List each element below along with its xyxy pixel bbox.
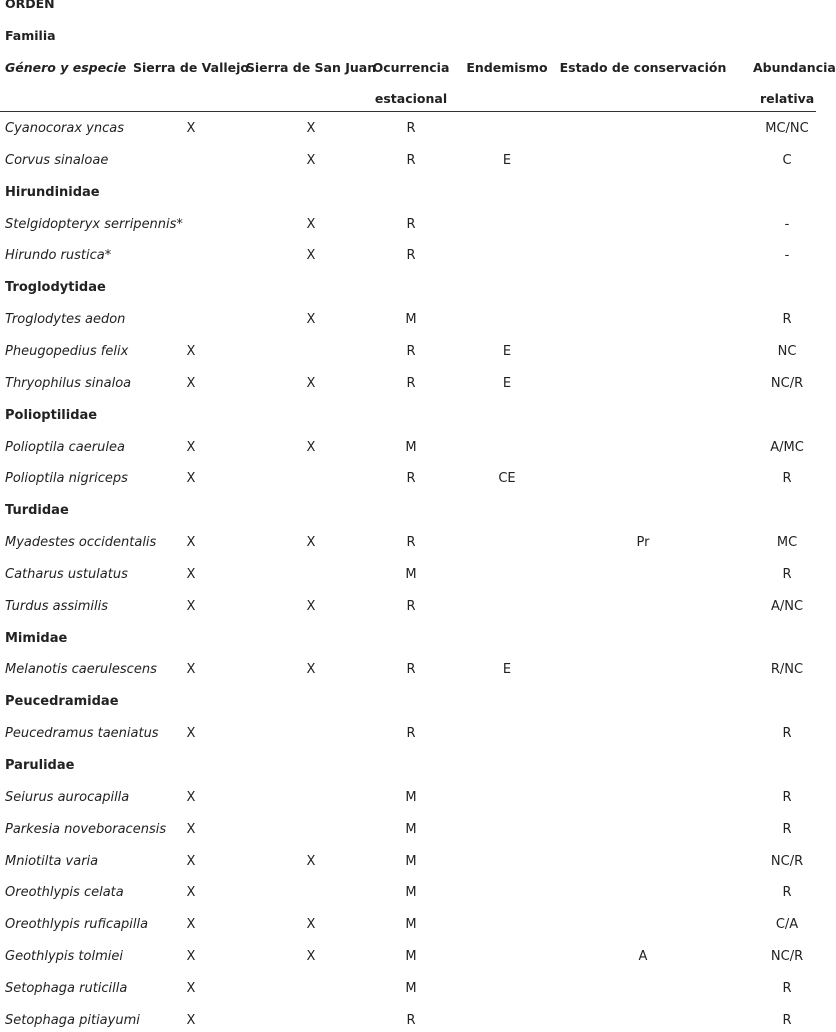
species-name: Myadestes occidentalis (5, 535, 157, 550)
cell-vallejo: X (186, 854, 196, 869)
cell-endemism: E (502, 344, 512, 359)
cell-occurrence: R (406, 344, 416, 359)
cell-abundance: R/NC (770, 662, 804, 677)
family-name: Hirundinidae (5, 185, 100, 200)
species-name: Catharus ustulatus (5, 567, 128, 582)
family-label: Familia (5, 28, 56, 43)
species-name: Hirundo rustica* (5, 248, 112, 263)
cell-sanjuan: X (306, 217, 316, 232)
cell-vallejo: X (186, 1013, 196, 1028)
cell-sanjuan: X (306, 949, 316, 964)
family-name: Polioptilidae (5, 408, 98, 423)
cell-occurrence: M (405, 822, 417, 837)
cell-abundance: R (782, 981, 792, 996)
cell-conservation: Pr (636, 535, 650, 550)
cell-occurrence: R (406, 535, 416, 550)
cell-sanjuan: X (306, 854, 316, 869)
cell-sanjuan: X (306, 599, 316, 614)
cell-abundance: C/A (775, 917, 799, 932)
cell-vallejo: X (186, 599, 196, 614)
col-header-occurrence-line2: estacional (374, 91, 448, 106)
family-name: Mimidae (5, 631, 68, 646)
cell-occurrence: M (405, 567, 417, 582)
cell-occurrence: M (405, 790, 417, 805)
header-rule (0, 111, 816, 112)
species-name: Setophaga ruticilla (5, 981, 128, 996)
family-name: Turdidae (5, 503, 69, 518)
cell-endemism: E (502, 376, 512, 391)
cell-endemism: E (502, 153, 512, 168)
cell-sanjuan: X (306, 535, 316, 550)
species-name: Oreothlypis ruficapilla (5, 917, 149, 932)
cell-endemism: E (502, 662, 512, 677)
cell-abundance: MC/NC (765, 121, 809, 136)
species-name: Troglodytes aedon (5, 312, 126, 327)
cell-abundance: NC/R (770, 376, 804, 391)
cell-occurrence: R (406, 599, 416, 614)
cell-occurrence: R (406, 121, 416, 136)
col-header-vallejo: Sierra de Vallejo (132, 60, 250, 75)
cell-sanjuan: X (306, 121, 316, 136)
cell-abundance: R (782, 726, 792, 741)
cell-abundance: A/NC (770, 599, 804, 614)
species-name: Seiurus aurocapilla (5, 790, 130, 805)
cell-abundance: R (782, 1013, 792, 1028)
cell-occurrence: M (405, 854, 417, 869)
species-name: Turdus assimilis (5, 599, 109, 614)
cell-sanjuan: X (306, 662, 316, 677)
cell-occurrence: M (405, 312, 417, 327)
species-name: Mniotilta varia (5, 854, 99, 869)
cell-vallejo: X (186, 440, 196, 455)
cell-sanjuan: X (306, 376, 316, 391)
species-name: Oreothlypis celata (5, 885, 124, 900)
cell-occurrence: M (405, 885, 417, 900)
cell-abundance: R (782, 567, 792, 582)
cell-vallejo: X (186, 121, 196, 136)
cell-abundance: R (782, 790, 792, 805)
species-name: Geothlypis tolmiei (5, 949, 123, 964)
cell-abundance: NC/R (770, 854, 804, 869)
cell-abundance: - (784, 217, 790, 232)
species-name: Polioptila caerulea (5, 440, 125, 455)
species-name: Corvus sinaloae (5, 153, 109, 168)
species-name: Polioptila nigriceps (5, 471, 128, 486)
cell-occurrence: R (406, 248, 416, 263)
cell-occurrence: R (406, 1013, 416, 1028)
cell-sanjuan: X (306, 440, 316, 455)
cell-vallejo: X (186, 917, 196, 932)
cell-abundance: NC/R (770, 949, 804, 964)
species-name: Peucedramus taeniatus (5, 726, 159, 741)
cell-sanjuan: X (306, 153, 316, 168)
cell-occurrence: R (406, 726, 416, 741)
col-header-occurrence: Ocurrencia (372, 60, 450, 75)
cell-endemism: CE (498, 471, 516, 486)
cell-vallejo: X (186, 471, 196, 486)
cell-abundance: R (782, 885, 792, 900)
species-name: Stelgidopteryx serripennis* (5, 217, 183, 232)
col-header-conservation: Estado de conservación (559, 60, 727, 75)
cell-vallejo: X (186, 376, 196, 391)
cell-occurrence: M (405, 440, 417, 455)
cell-abundance: R (782, 822, 792, 837)
cell-occurrence: M (405, 917, 417, 932)
family-name: Parulidae (5, 758, 75, 773)
cell-occurrence: M (405, 949, 417, 964)
cell-vallejo: X (186, 790, 196, 805)
cell-abundance: R (782, 471, 792, 486)
species-name: Cyanocorax yncas (5, 121, 124, 136)
col-header-abundance: Abundancia (753, 60, 836, 75)
genus-species-header: Género y especie (5, 60, 127, 75)
species-name: Pheugopedius felix (5, 344, 129, 359)
cell-abundance: C (782, 153, 792, 168)
cell-vallejo: X (186, 949, 196, 964)
cell-conservation: A (638, 949, 648, 964)
cell-abundance: NC (777, 344, 797, 359)
cell-sanjuan: X (306, 248, 316, 263)
cell-occurrence: R (406, 376, 416, 391)
cell-vallejo: X (186, 822, 196, 837)
family-name: Troglodytidae (5, 280, 106, 295)
cell-vallejo: X (186, 662, 196, 677)
cell-occurrence: M (405, 981, 417, 996)
cell-vallejo: X (186, 981, 196, 996)
species-name: Setophaga pitiayumi (5, 1013, 140, 1028)
family-name: Peucedramidae (5, 694, 119, 709)
cell-occurrence: R (406, 471, 416, 486)
cell-vallejo: X (186, 567, 196, 582)
cell-abundance: A/MC (770, 440, 804, 455)
cell-vallejo: X (186, 535, 196, 550)
cell-vallejo: X (186, 885, 196, 900)
cell-occurrence: R (406, 153, 416, 168)
species-name: Melanotis caerulescens (5, 662, 157, 677)
cell-occurrence: R (406, 662, 416, 677)
col-header-abundance-line2: relativa (760, 91, 815, 106)
species-name: Thryophilus sinaloa (5, 376, 132, 391)
cell-vallejo: X (186, 344, 196, 359)
cell-sanjuan: X (306, 917, 316, 932)
col-header-sanjuan: Sierra de San Juan (245, 60, 377, 75)
species-name: Parkesia noveboracensis (5, 822, 167, 837)
cell-sanjuan: X (306, 312, 316, 327)
order-label: ORDEN (5, 0, 55, 11)
cell-vallejo: X (186, 726, 196, 741)
col-header-endemism: Endemismo (466, 60, 548, 75)
cell-abundance: - (784, 248, 790, 263)
cell-occurrence: R (406, 217, 416, 232)
cell-abundance: MC (776, 535, 798, 550)
cell-abundance: R (782, 312, 792, 327)
